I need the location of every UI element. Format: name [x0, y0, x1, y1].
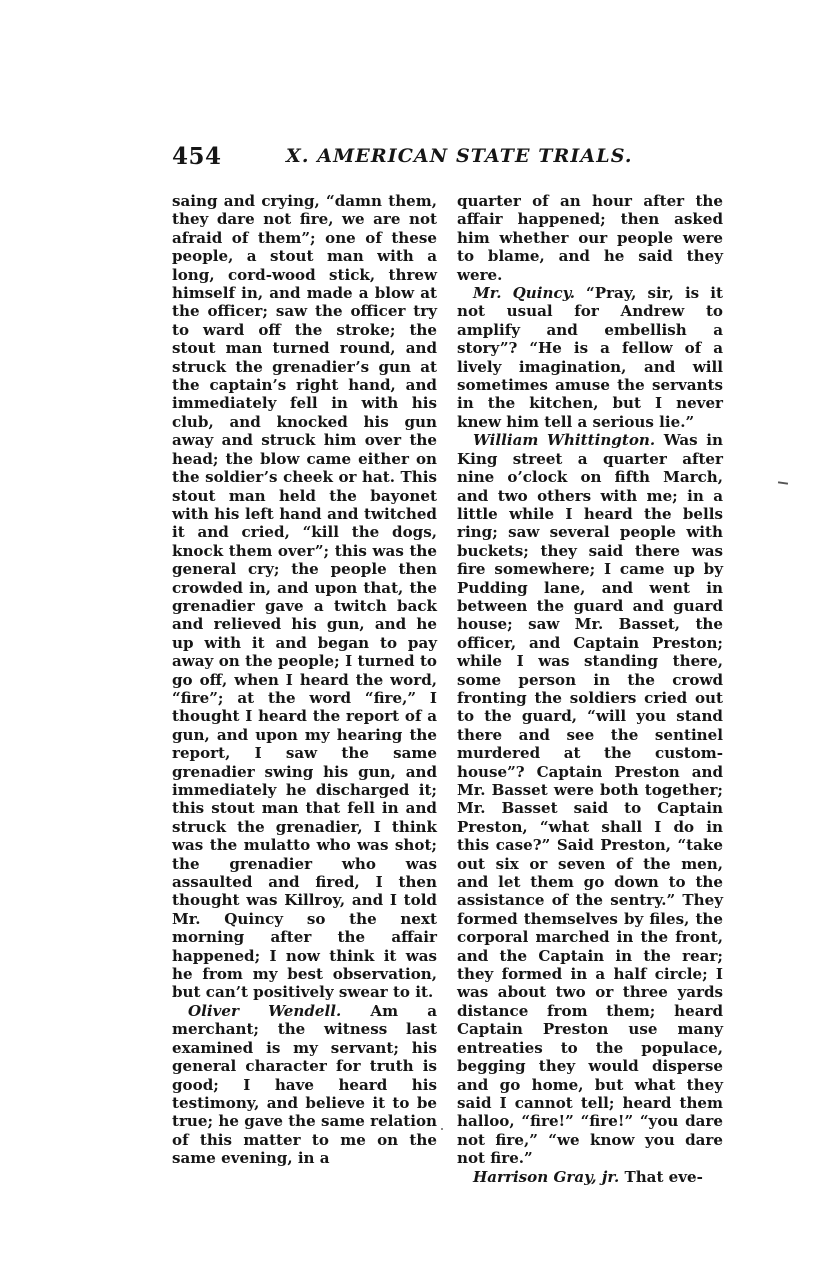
- left-column: [172, 192, 437, 1168]
- witness-name: Oliver Wendell.: [188, 1001, 342, 1020]
- paragraph-text: quarter of an hour after the affair happened; then asked him whether our people were to blame, and he said they were.: [457, 192, 723, 284]
- witness-name: Harrison Gray, jr.: [473, 1167, 620, 1186]
- testimony-text: Am a merchant; the witness last examined is my servant; his general character for truth is good; I have heard his testimony, and believe it to be true; he gave the same relation of this matter to me on the same evening, in a: [172, 1001, 437, 1168]
- scan-mark: [778, 481, 788, 484]
- testimony-text: Was in King street a quarter after nine o’clock on fifth March, and two others with me; in a little while I heard the bells ring; saw several people with buckets; they said there was fire somewhere; I came up by Pudding lane, and went in between the guard and guard house; saw Mr. Basset, the officer, and Captain Preston; while I was standing there, some person in the crowd fronting the soldiers cried out to the guard, “will you stand there and see the sentinel murdered at the custom-house”? Captain Preston and Mr. Basset were both together; Mr. Basset said to Captain Preston, “what shall I do in this case?” Said Preston, “take out six or seven of the men, and let them go down to the assistance of the sentry.” They formed themselves by files, the corporal marched in the front, and the Captain in the rear; they formed in a half circle; I was about two or three yards distance from them; heard Captain Preston use many entreaties to the populace, begging they would disperse and go home, but what they said I cannot tell; heard them halloo, “fire!” “fire!” “you dare not fire,” “we know you dare not fire.”: [457, 431, 723, 1168]
- scan-dot: [441, 1128, 443, 1130]
- testimony-paragraph: [172, 1002, 437, 1168]
- page-header: [172, 143, 633, 177]
- paragraph-text: saing and crying, “damn them, they dare not fire, we are not afraid of them”; one of these people, a stout man with a long, cord-wood stick, threw himself in, and made a blow at the officer; saw the officer try to ward off the stroke; the stout man turned round, and struck the grenadier’s gun at the captain’s right hand, and immediately fell in with his club, and knocked his gun away and struck him over the head; the blow came either on the soldier’s cheek or hat. This stout man held the bayonet with his left hand and twitched it and cried, “kill the dogs, knock them over”; this was the general cry; the people then crowded in, and upon that, the grenadier gave a twitch back and relieved his gun, and he up with it and began to pay away on the people; I turned to go off, when I heard the word, “fire”; at the word “fire,” I thought I heard the report of a gun, and upon my hearing the report, I saw the same grenadier swing his gun, and immediately he discharged it; this stout man that fell in and struck the grenadier, I think was the mulatto who was shot; the grenadier who was assaulted and fired, I then thought was Killroy, and I told Mr. Quincy so the next morning after the affair happened; I now think it was he from my best observation, but can’t positively swear to it.: [172, 192, 437, 1002]
- right-column: [457, 192, 723, 1186]
- testimony-paragraph: [457, 1168, 723, 1186]
- testimony-text: “Pray, sir, is it not usual for Andrew to amplify and embellish a story”? “He is a fellow of a lively imagination, and will sometimes amuse the servants in the kitchen, but I never knew him tell a serious lie.”: [457, 284, 723, 431]
- paragraph: [172, 192, 437, 1002]
- paragraph: [457, 192, 723, 284]
- page-number: 454: [172, 143, 222, 170]
- testimony-paragraph: [457, 284, 723, 431]
- running-head: X. AMERICAN STATE TRIALS.: [286, 145, 633, 167]
- testimony-text: That eve-: [619, 1167, 703, 1186]
- testimony-paragraph: [457, 431, 723, 1167]
- witness-name: William Whittington.: [473, 431, 656, 450]
- speaker-name: Mr. Quincy.: [473, 284, 575, 303]
